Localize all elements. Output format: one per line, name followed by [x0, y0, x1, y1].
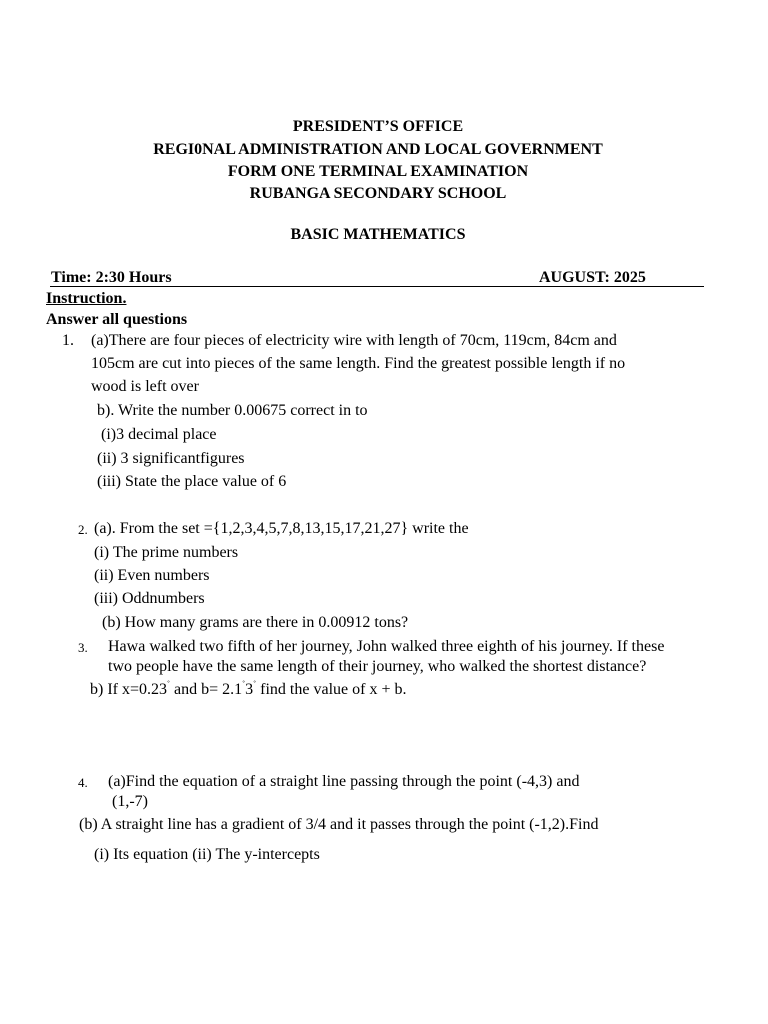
recurring-dot: ˚	[253, 679, 257, 690]
recurring-dot: ˚	[167, 679, 171, 690]
q2-b: (b) How many grams are there in 0.00912 tons?	[102, 614, 409, 631]
date-label: AUGUST: 2025	[539, 269, 646, 286]
q3-b-part-1: b) If x=0.23	[90, 681, 168, 698]
header-line-1: PRESIDENT’S OFFICE	[292, 118, 464, 135]
q2-a-intro: (a). From the set ={1,2,3,4,5,7,8,13,15,17,21,27} write the	[94, 520, 469, 537]
q1-b-i: (i)3 decimal place	[101, 426, 217, 443]
q4-number: 4.	[78, 775, 88, 790]
q3-b	[90, 680, 406, 700]
q4-b-line-1: (b) A straight line has a gradient of 3/4 and it passes through the point (-1,2).Find	[79, 816, 599, 833]
header-rule	[50, 286, 704, 287]
q3-a-line-2: two people have the same length of their journey, who walked the shortest distance?	[108, 658, 647, 675]
q3-b-part-3: 3	[245, 681, 254, 698]
header-line-2: REGI0NAL ADMINISTRATION AND LOCAL GOVERNMENT	[153, 141, 603, 158]
time-label: Time: 2:30 Hours	[51, 269, 172, 286]
q3-b-part-2: and b= 2.1	[170, 681, 243, 698]
q3-a-line-1: Hawa walked two fifth of her journey, John walked three eighth of his journey. If these	[108, 638, 665, 655]
q1-b-iii: (iii) State the place value of 6	[97, 473, 287, 490]
header-line-3: FORM ONE TERMINAL EXAMINATION	[227, 163, 529, 180]
q4-a-line-1: (a)Find the equation of a straight line passing through the point (-4,3) and	[108, 773, 580, 790]
instruction-title: Instruction.	[46, 290, 127, 307]
q4-b-line-2: (i) Its equation (ii) The y-intercepts	[94, 846, 320, 863]
q1-b-intro: b). Write the number 0.00675 correct in to	[97, 402, 368, 419]
subject-title: BASIC MATHEMATICS	[290, 226, 466, 243]
q1-a-line-3: wood is left over	[91, 378, 199, 395]
recurring-dot: ˚	[242, 679, 246, 690]
q1-b-ii: (ii) 3 significantfigures	[97, 450, 245, 467]
q3-number: 3.	[78, 640, 88, 655]
q4-a-line-2: (1,-7)	[112, 793, 148, 810]
q2-a-ii: (ii) Even numbers	[94, 567, 210, 584]
q1-number: 1.	[62, 332, 74, 349]
q1-a-line-1: (a)There are four pieces of electricity wire with length of 70cm, 119cm, 84cm and	[91, 332, 617, 349]
q2-a-iii: (iii) Oddnumbers	[94, 590, 205, 607]
instruction-text: Answer all questions	[46, 311, 188, 328]
q3-b-part-4: find the value of x + b.	[256, 681, 407, 698]
q2-a-i: (i) The prime numbers	[94, 544, 239, 561]
q2-number: 2.	[78, 522, 88, 537]
q1-a-line-2: 105cm are cut into pieces of the same length. Find the greatest possible length if no	[91, 355, 626, 372]
header-line-4: RUBANGA SECONDARY SCHOOL	[249, 185, 507, 202]
